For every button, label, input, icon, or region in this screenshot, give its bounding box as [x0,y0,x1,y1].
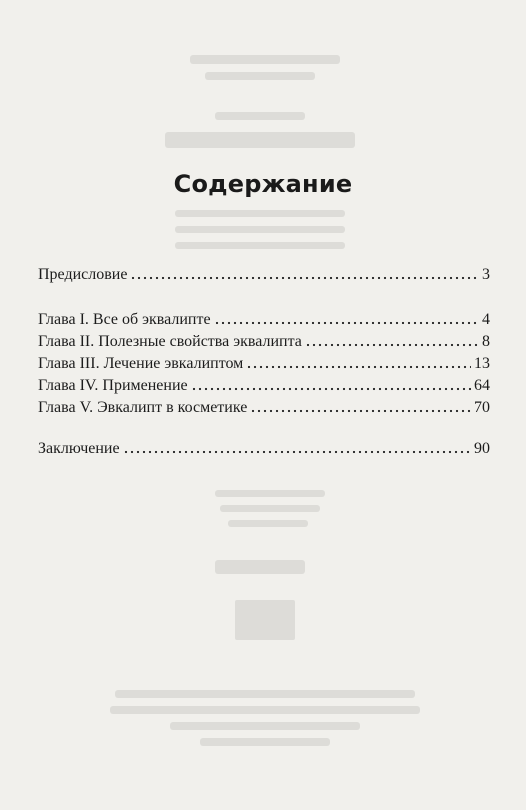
toc-row [38,438,490,460]
toc-page-number: 13 [474,355,490,372]
toc-entry-label: Глава I. Все об эквалипте [38,311,211,328]
toc-page-number: 3 [482,266,490,283]
toc-page-number: 90 [474,440,490,457]
toc-entry-label: Глава IV. Применение [38,377,188,394]
toc-entry-label: Глава III. Лечение эвкалиптом [38,355,244,372]
toc-row [38,375,490,397]
toc-row [38,309,490,331]
toc-leader-dots [214,320,479,326]
toc-entry-label: Глава II. Полезные свойства эквалипта [38,333,302,350]
toc-leader-dots [130,275,479,281]
page-title: Содержание [173,170,353,198]
toc-page-number: 70 [474,399,490,416]
toc-row [38,353,490,375]
toc-page-number: 8 [482,333,490,350]
toc-entry-label: Предисловие [38,266,128,283]
toc-leader-dots [123,449,471,455]
toc-entry-label: Заключение [38,440,120,457]
toc-leader-dots [250,408,471,414]
toc-entry-label: Глава V. Эвкалипт в косметике [38,399,248,416]
toc-leader-dots [191,386,471,392]
toc-row [38,264,490,286]
toc-page-number: 4 [482,311,490,328]
toc-leader-dots [305,342,479,348]
toc-row [38,397,490,419]
toc-page-number: 64 [474,377,490,394]
toc-row [38,331,490,353]
toc-leader-dots [246,364,471,370]
